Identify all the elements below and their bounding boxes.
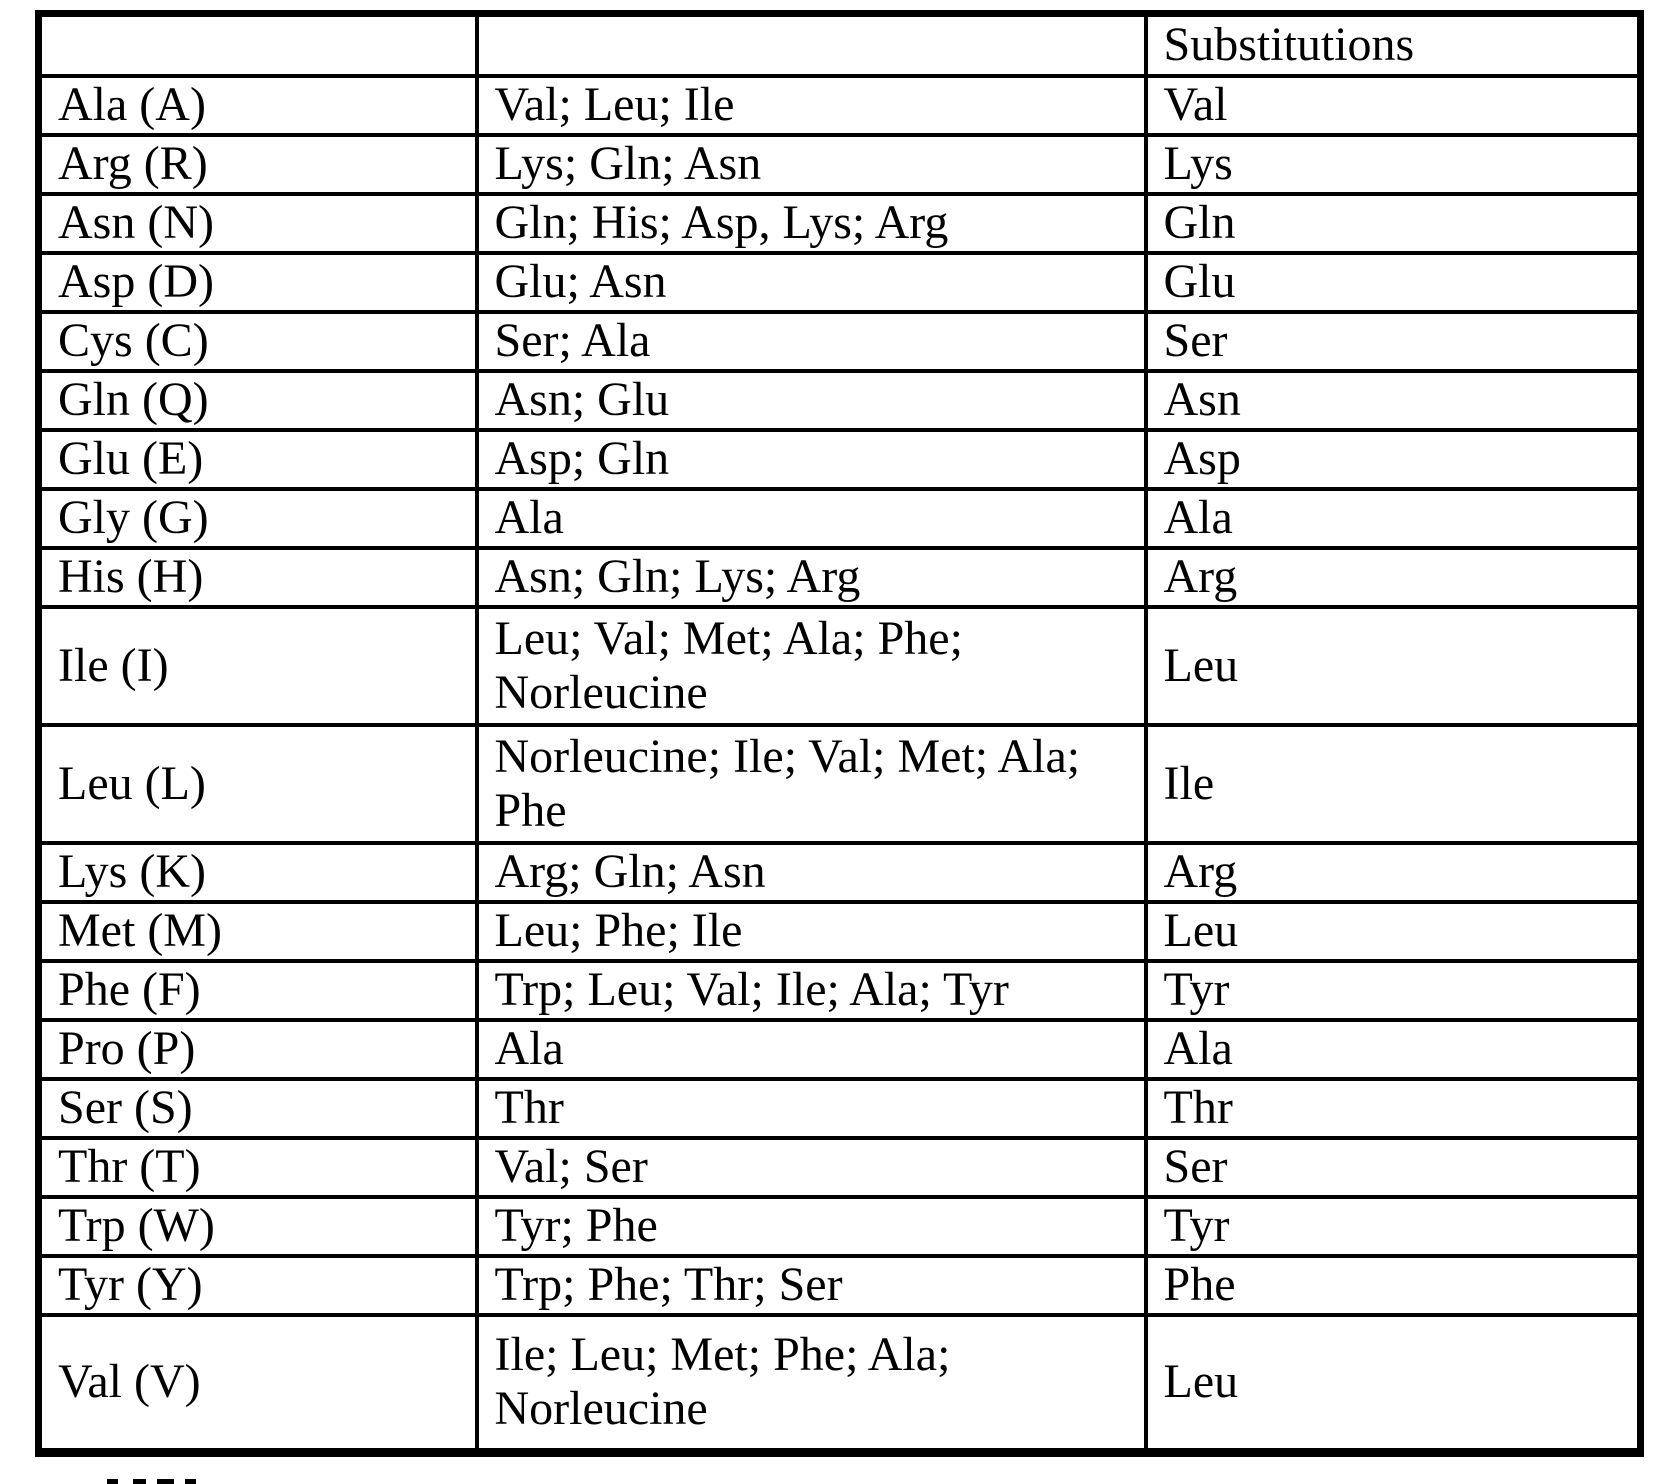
- cell-exemplary-substitutions: Ala: [477, 489, 1146, 548]
- table-row: [39, 312, 1641, 371]
- cell-preferred-substitution: Ile: [1146, 725, 1641, 843]
- cell-original-residue: Trp (W): [39, 1197, 477, 1256]
- cell-exemplary-substitutions: Asp; Gln: [477, 430, 1146, 489]
- cell-preferred-substitution: Leu: [1146, 607, 1641, 725]
- table-row: [39, 489, 1641, 548]
- header-exemplary-substitutions: [477, 14, 1146, 76]
- cell-original-residue: Ile (I): [39, 607, 477, 725]
- cell-preferred-substitution: Ser: [1146, 1138, 1641, 1197]
- cell-exemplary-substitutions: Trp; Leu; Val; Ile; Ala; Tyr: [477, 961, 1146, 1020]
- table-row: [39, 1138, 1641, 1197]
- cell-text-line: Leu; Val; Met; Ala; Phe;: [494, 611, 963, 665]
- cell-exemplary-substitutions: Val; Ser: [477, 1138, 1146, 1197]
- cell-exemplary-substitutions: Ala: [477, 1020, 1146, 1079]
- cell-original-residue: Arg (R): [39, 135, 477, 194]
- cell-preferred-substitution: Thr: [1146, 1079, 1641, 1138]
- cell-exemplary-substitutions: Lys; Gln; Asn: [477, 135, 1146, 194]
- clipped-glyph-top: [133, 1479, 146, 1484]
- cell-original-residue: Gly (G): [39, 489, 477, 548]
- cell-preferred-substitution: Gln: [1146, 194, 1641, 253]
- cell-text-line: Norleucine; Ile; Val; Met; Ala;: [494, 729, 1081, 783]
- cell-text-line: Norleucine: [494, 1382, 708, 1436]
- cell-original-residue: Asn (N): [39, 194, 477, 253]
- cell-preferred-substitution: Ala: [1146, 489, 1641, 548]
- table-row: [39, 1197, 1641, 1256]
- cell-original-residue: Pro (P): [39, 1020, 477, 1079]
- table-row: [39, 843, 1641, 902]
- cell-preferred-substitution: Ser: [1146, 312, 1641, 371]
- cell-original-residue: Phe (F): [39, 961, 477, 1020]
- table-header-row: [39, 14, 1641, 76]
- cell-original-residue: Glu (E): [39, 430, 477, 489]
- cell-original-residue: Tyr (Y): [39, 1256, 477, 1315]
- clipped-text-fragment: [107, 1479, 227, 1484]
- cell-exemplary-substitutions: Ser; Ala: [477, 312, 1146, 371]
- cell-original-residue: Lys (K): [39, 843, 477, 902]
- cell-exemplary-substitutions: Thr: [477, 1079, 1146, 1138]
- cell-original-residue: Gln (Q): [39, 371, 477, 430]
- table-row: [39, 725, 1641, 843]
- table-row: [39, 371, 1641, 430]
- cell-text-line: Ile; Leu; Met; Phe; Ala;: [494, 1328, 951, 1382]
- table-row: [39, 135, 1641, 194]
- cell-preferred-substitution: Lys: [1146, 135, 1641, 194]
- cell-exemplary-substitutions: [477, 607, 1146, 725]
- cell-exemplary-substitutions: Arg; Gln; Asn: [477, 843, 1146, 902]
- cell-text-line: Norleucine: [494, 665, 708, 719]
- cell-exemplary-substitutions: Val; Leu; Ile: [477, 76, 1146, 135]
- table-row: [39, 194, 1641, 253]
- cell-preferred-substitution: Arg: [1146, 548, 1641, 607]
- clipped-glyph-top: [157, 1479, 174, 1484]
- table-row: [39, 607, 1641, 725]
- clipped-glyph-top: [185, 1479, 196, 1484]
- table-row: [39, 76, 1641, 135]
- cell-exemplary-substitutions: Gln; His; Asp, Lys; Arg: [477, 194, 1146, 253]
- cell-original-residue: Thr (T): [39, 1138, 477, 1197]
- cell-preferred-substitution: Asn: [1146, 371, 1641, 430]
- table-row: [39, 1020, 1641, 1079]
- clipped-glyph-top: [107, 1479, 118, 1484]
- cell-original-residue: Val (V): [39, 1315, 477, 1453]
- cell-preferred-substitution: Glu: [1146, 253, 1641, 312]
- cell-exemplary-substitutions: Glu; Asn: [477, 253, 1146, 312]
- cell-preferred-substitution: Leu: [1146, 902, 1641, 961]
- table-row: [39, 253, 1641, 312]
- cell-original-residue: Met (M): [39, 902, 477, 961]
- table-row: [39, 1079, 1641, 1138]
- cell-exemplary-substitutions: Asn; Glu: [477, 371, 1146, 430]
- cell-exemplary-substitutions: Trp; Phe; Thr; Ser: [477, 1256, 1146, 1315]
- table-row: [39, 961, 1641, 1020]
- table-row: [39, 1315, 1641, 1453]
- cell-exemplary-substitutions: [477, 725, 1146, 843]
- substitutions-table: [35, 10, 1644, 1457]
- cell-original-residue: His (H): [39, 548, 477, 607]
- cell-exemplary-substitutions: Tyr; Phe: [477, 1197, 1146, 1256]
- cell-original-residue: Asp (D): [39, 253, 477, 312]
- cell-preferred-substitution: Tyr: [1146, 1197, 1641, 1256]
- cell-preferred-substitution: Asp: [1146, 430, 1641, 489]
- header-original-residue: [39, 14, 477, 76]
- cell-original-residue: Cys (C): [39, 312, 477, 371]
- table-row: [39, 1256, 1641, 1315]
- header-substitutions: Substitutions: [1146, 14, 1641, 76]
- cell-original-residue: Leu (L): [39, 725, 477, 843]
- table-row: [39, 430, 1641, 489]
- cell-preferred-substitution: Arg: [1146, 843, 1641, 902]
- cell-exemplary-substitutions: Leu; Phe; Ile: [477, 902, 1146, 961]
- cell-original-residue: Ala (A): [39, 76, 477, 135]
- cell-text-line: Phe: [494, 783, 567, 837]
- table-row: [39, 548, 1641, 607]
- cell-preferred-substitution: Leu: [1146, 1315, 1641, 1453]
- cell-exemplary-substitutions: [477, 1315, 1146, 1453]
- cell-preferred-substitution: Ala: [1146, 1020, 1641, 1079]
- cell-exemplary-substitutions: Asn; Gln; Lys; Arg: [477, 548, 1146, 607]
- cell-original-residue: Ser (S): [39, 1079, 477, 1138]
- cell-preferred-substitution: Phe: [1146, 1256, 1641, 1315]
- table-row: [39, 902, 1641, 961]
- cell-preferred-substitution: Val: [1146, 76, 1641, 135]
- cell-preferred-substitution: Tyr: [1146, 961, 1641, 1020]
